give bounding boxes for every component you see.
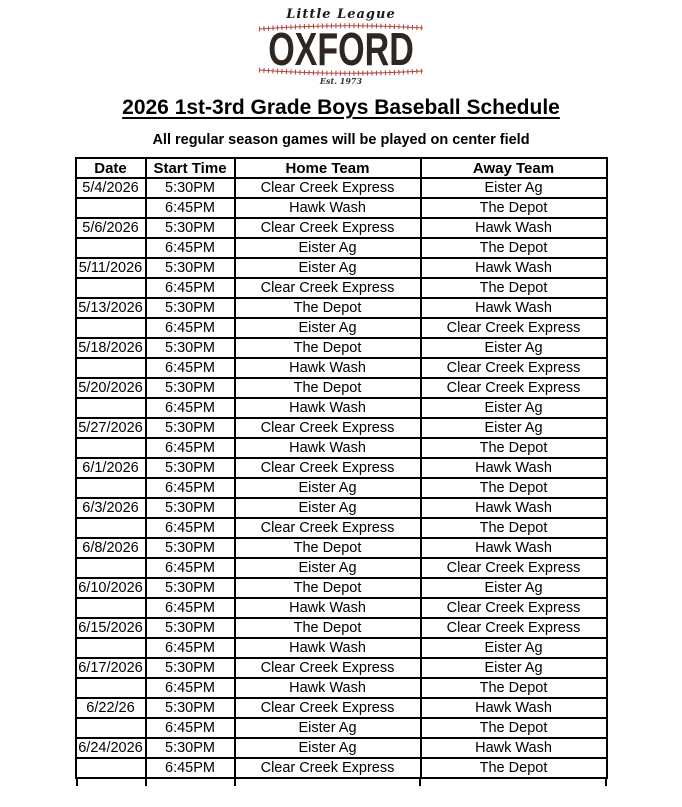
schedule-row bbox=[76, 298, 607, 318]
schedule-cell: 6:45PM bbox=[146, 718, 235, 738]
schedule-cell: Hawk Wash bbox=[421, 498, 607, 518]
schedule-row bbox=[76, 658, 607, 678]
schedule-row bbox=[76, 698, 607, 718]
schedule-cell: 6:45PM bbox=[146, 558, 235, 578]
schedule-cell: Clear Creek Express bbox=[235, 278, 421, 298]
schedule-cell: The Depot bbox=[421, 238, 607, 258]
schedule-row bbox=[76, 598, 607, 618]
schedule-cell: Eister Ag bbox=[235, 238, 421, 258]
schedule-cell: 6:45PM bbox=[146, 438, 235, 458]
schedule-cell: The Depot bbox=[235, 538, 421, 558]
schedule-cell: The Depot bbox=[235, 298, 421, 318]
schedule-cell: The Depot bbox=[421, 278, 607, 298]
schedule-cell: Clear Creek Express bbox=[235, 658, 421, 678]
schedule-row bbox=[76, 378, 607, 398]
cut-border-stub bbox=[605, 779, 607, 786]
schedule-cell: Clear Creek Express bbox=[235, 758, 421, 778]
schedule-cell: The Depot bbox=[421, 678, 607, 698]
schedule-cell: 6:45PM bbox=[146, 318, 235, 338]
schedule-cell: 6/17/2026 bbox=[76, 658, 146, 678]
schedule-row bbox=[76, 438, 607, 458]
schedule-cell: Hawk Wash bbox=[235, 678, 421, 698]
schedule-row bbox=[76, 618, 607, 638]
schedule-cell bbox=[76, 638, 146, 658]
schedule-cell: The Depot bbox=[421, 198, 607, 218]
schedule-cell: 5/18/2026 bbox=[76, 338, 146, 358]
schedule-row bbox=[76, 498, 607, 518]
schedule-cell: The Depot bbox=[235, 338, 421, 358]
schedule-cell: Eister Ag bbox=[235, 478, 421, 498]
schedule-cell: Clear Creek Express bbox=[421, 318, 607, 338]
schedule-cell: The Depot bbox=[421, 478, 607, 498]
schedule-cell: 5:30PM bbox=[146, 218, 235, 238]
schedule-row bbox=[76, 518, 607, 538]
schedule-cell: 6:45PM bbox=[146, 638, 235, 658]
schedule-cell: Eister Ag bbox=[235, 718, 421, 738]
schedule-table bbox=[75, 157, 608, 779]
schedule-cell: 5:30PM bbox=[146, 418, 235, 438]
column-header: Date bbox=[76, 158, 146, 178]
schedule-cell: The Depot bbox=[235, 578, 421, 598]
schedule-cell: 5:30PM bbox=[146, 378, 235, 398]
schedule-cell: Hawk Wash bbox=[421, 258, 607, 278]
schedule-cell: 6/8/2026 bbox=[76, 538, 146, 558]
schedule-cell: The Depot bbox=[235, 618, 421, 638]
schedule-cell bbox=[76, 558, 146, 578]
table-cut-row bbox=[76, 779, 607, 786]
logo-little-league-text: Little League bbox=[286, 7, 396, 22]
schedule-row bbox=[76, 358, 607, 378]
schedule-cell: Eister Ag bbox=[235, 318, 421, 338]
schedule-cell: Clear Creek Express bbox=[235, 418, 421, 438]
schedule-cell: 6:45PM bbox=[146, 478, 235, 498]
cut-border-stub bbox=[234, 779, 236, 786]
schedule-cell: 6:45PM bbox=[146, 278, 235, 298]
schedule-cell bbox=[76, 678, 146, 698]
schedule-cell bbox=[76, 198, 146, 218]
header-row bbox=[76, 158, 607, 178]
schedule-cell: 6:45PM bbox=[146, 238, 235, 258]
schedule-cell: 6:45PM bbox=[146, 678, 235, 698]
schedule-row bbox=[76, 738, 607, 758]
column-header: Home Team bbox=[235, 158, 421, 178]
schedule-row bbox=[76, 338, 607, 358]
schedule-cell: Hawk Wash bbox=[421, 738, 607, 758]
schedule-cell: Hawk Wash bbox=[235, 598, 421, 618]
column-header: Away Team bbox=[421, 158, 607, 178]
schedule-table-body bbox=[76, 178, 607, 778]
schedule-cell: The Depot bbox=[421, 518, 607, 538]
schedule-cell: Hawk Wash bbox=[421, 218, 607, 238]
schedule-cell: 6/24/2026 bbox=[76, 738, 146, 758]
schedule-cell: Clear Creek Express bbox=[421, 358, 607, 378]
schedule-row bbox=[76, 558, 607, 578]
schedule-cell: Eister Ag bbox=[421, 638, 607, 658]
schedule-cell: Eister Ag bbox=[235, 498, 421, 518]
schedule-row bbox=[76, 478, 607, 498]
schedule-cell bbox=[76, 598, 146, 618]
schedule-cell: Hawk Wash bbox=[421, 298, 607, 318]
schedule-cell: 6:45PM bbox=[146, 598, 235, 618]
schedule-cell: 6:45PM bbox=[146, 198, 235, 218]
schedule-cell: 5:30PM bbox=[146, 498, 235, 518]
page-title: 2026 1st-3rd Grade Boys Baseball Schedule bbox=[122, 96, 560, 119]
schedule-cell: 5/6/2026 bbox=[76, 218, 146, 238]
column-header: Start Time bbox=[146, 158, 235, 178]
schedule-cell: The Depot bbox=[235, 378, 421, 398]
schedule-cell: 6:45PM bbox=[146, 518, 235, 538]
cut-border-stub bbox=[145, 779, 147, 786]
schedule-cell: The Depot bbox=[421, 758, 607, 778]
schedule-row bbox=[76, 638, 607, 658]
schedule-cell: 5:30PM bbox=[146, 698, 235, 718]
schedule-row bbox=[76, 538, 607, 558]
schedule-cell: Clear Creek Express bbox=[235, 458, 421, 478]
schedule-cell: The Depot bbox=[421, 438, 607, 458]
schedule-cell: The Depot bbox=[421, 718, 607, 738]
cut-border-stub bbox=[419, 779, 421, 786]
schedule-cell: Clear Creek Express bbox=[235, 218, 421, 238]
logo-established-text: Est. 1973 bbox=[319, 76, 363, 86]
schedule-cell: Clear Creek Express bbox=[421, 618, 607, 638]
schedule-cell: Eister Ag bbox=[421, 578, 607, 598]
schedule-row bbox=[76, 198, 607, 218]
schedule-row bbox=[76, 578, 607, 598]
cut-border-stub bbox=[76, 779, 78, 786]
logo-oxford-text: OXFORD bbox=[268, 23, 414, 75]
schedule-cell: 5/20/2026 bbox=[76, 378, 146, 398]
schedule-cell bbox=[76, 518, 146, 538]
schedule-cell: Hawk Wash bbox=[421, 538, 607, 558]
schedule-cell: 6:45PM bbox=[146, 758, 235, 778]
schedule-cell bbox=[76, 438, 146, 458]
schedule-row bbox=[76, 218, 607, 238]
schedule-cell: 6/1/2026 bbox=[76, 458, 146, 478]
schedule-cell: Eister Ag bbox=[235, 558, 421, 578]
schedule-row bbox=[76, 318, 607, 338]
schedule-cell: Eister Ag bbox=[421, 658, 607, 678]
schedule-row bbox=[76, 278, 607, 298]
schedule-row bbox=[76, 758, 607, 778]
schedule-cell bbox=[76, 758, 146, 778]
schedule-cell: 6/22/26 bbox=[76, 698, 146, 718]
schedule-cell: 5:30PM bbox=[146, 298, 235, 318]
schedule-cell: 5/4/2026 bbox=[76, 178, 146, 198]
schedule-cell: 5/11/2026 bbox=[76, 258, 146, 278]
schedule-cell: Clear Creek Express bbox=[421, 378, 607, 398]
schedule-cell: 5:30PM bbox=[146, 338, 235, 358]
schedule-cell: 6:45PM bbox=[146, 358, 235, 378]
schedule-cell bbox=[76, 358, 146, 378]
schedule-cell bbox=[76, 478, 146, 498]
schedule-cell: 5:30PM bbox=[146, 618, 235, 638]
schedule-cell: 5:30PM bbox=[146, 658, 235, 678]
schedule-row bbox=[76, 238, 607, 258]
schedule-cell: 5:30PM bbox=[146, 458, 235, 478]
schedule-cell: Hawk Wash bbox=[235, 398, 421, 418]
schedule-cell: 5:30PM bbox=[146, 178, 235, 198]
schedule-row bbox=[76, 398, 607, 418]
schedule-cell: 5:30PM bbox=[146, 258, 235, 278]
schedule-cell: Eister Ag bbox=[421, 418, 607, 438]
schedule-row bbox=[76, 178, 607, 198]
schedule-table-header bbox=[76, 158, 607, 178]
schedule-row bbox=[76, 718, 607, 738]
schedule-cell: Hawk Wash bbox=[235, 358, 421, 378]
schedule-row bbox=[76, 678, 607, 698]
schedule-cell: Hawk Wash bbox=[235, 198, 421, 218]
schedule-cell: Clear Creek Express bbox=[421, 598, 607, 618]
schedule-cell: Eister Ag bbox=[421, 338, 607, 358]
schedule-cell: Hawk Wash bbox=[421, 458, 607, 478]
schedule-cell: Hawk Wash bbox=[235, 438, 421, 458]
schedule-cell: Clear Creek Express bbox=[421, 558, 607, 578]
schedule-cell: Eister Ag bbox=[421, 178, 607, 198]
schedule-cell: 6:45PM bbox=[146, 398, 235, 418]
schedule-cell: Eister Ag bbox=[421, 398, 607, 418]
schedule-cell bbox=[76, 238, 146, 258]
schedule-row bbox=[76, 458, 607, 478]
schedule-cell: Clear Creek Express bbox=[235, 698, 421, 718]
schedule-cell bbox=[76, 718, 146, 738]
schedule-cell: Eister Ag bbox=[235, 258, 421, 278]
schedule-cell: 6/10/2026 bbox=[76, 578, 146, 598]
schedule-cell: 5/13/2026 bbox=[76, 298, 146, 318]
schedule-cell: 5:30PM bbox=[146, 538, 235, 558]
schedule-cell bbox=[76, 318, 146, 338]
schedule-cell: 6/15/2026 bbox=[76, 618, 146, 638]
oxford-little-league-logo bbox=[241, 8, 441, 86]
schedule-cell: 6/3/2026 bbox=[76, 498, 146, 518]
schedule-cell bbox=[76, 398, 146, 418]
schedule-row bbox=[76, 258, 607, 278]
schedule-cell: 5:30PM bbox=[146, 738, 235, 758]
schedule-cell: 5:30PM bbox=[146, 578, 235, 598]
schedule-cell bbox=[76, 278, 146, 298]
schedule-cell: 5/27/2026 bbox=[76, 418, 146, 438]
schedule-cell: Hawk Wash bbox=[235, 638, 421, 658]
page-subtitle: All regular season games will be played on center field bbox=[152, 132, 530, 148]
schedule-cell: Clear Creek Express bbox=[235, 518, 421, 538]
schedule-cell: Clear Creek Express bbox=[235, 178, 421, 198]
schedule-row bbox=[76, 418, 607, 438]
schedule-cell: Hawk Wash bbox=[421, 698, 607, 718]
schedule-cell: Eister Ag bbox=[235, 738, 421, 758]
